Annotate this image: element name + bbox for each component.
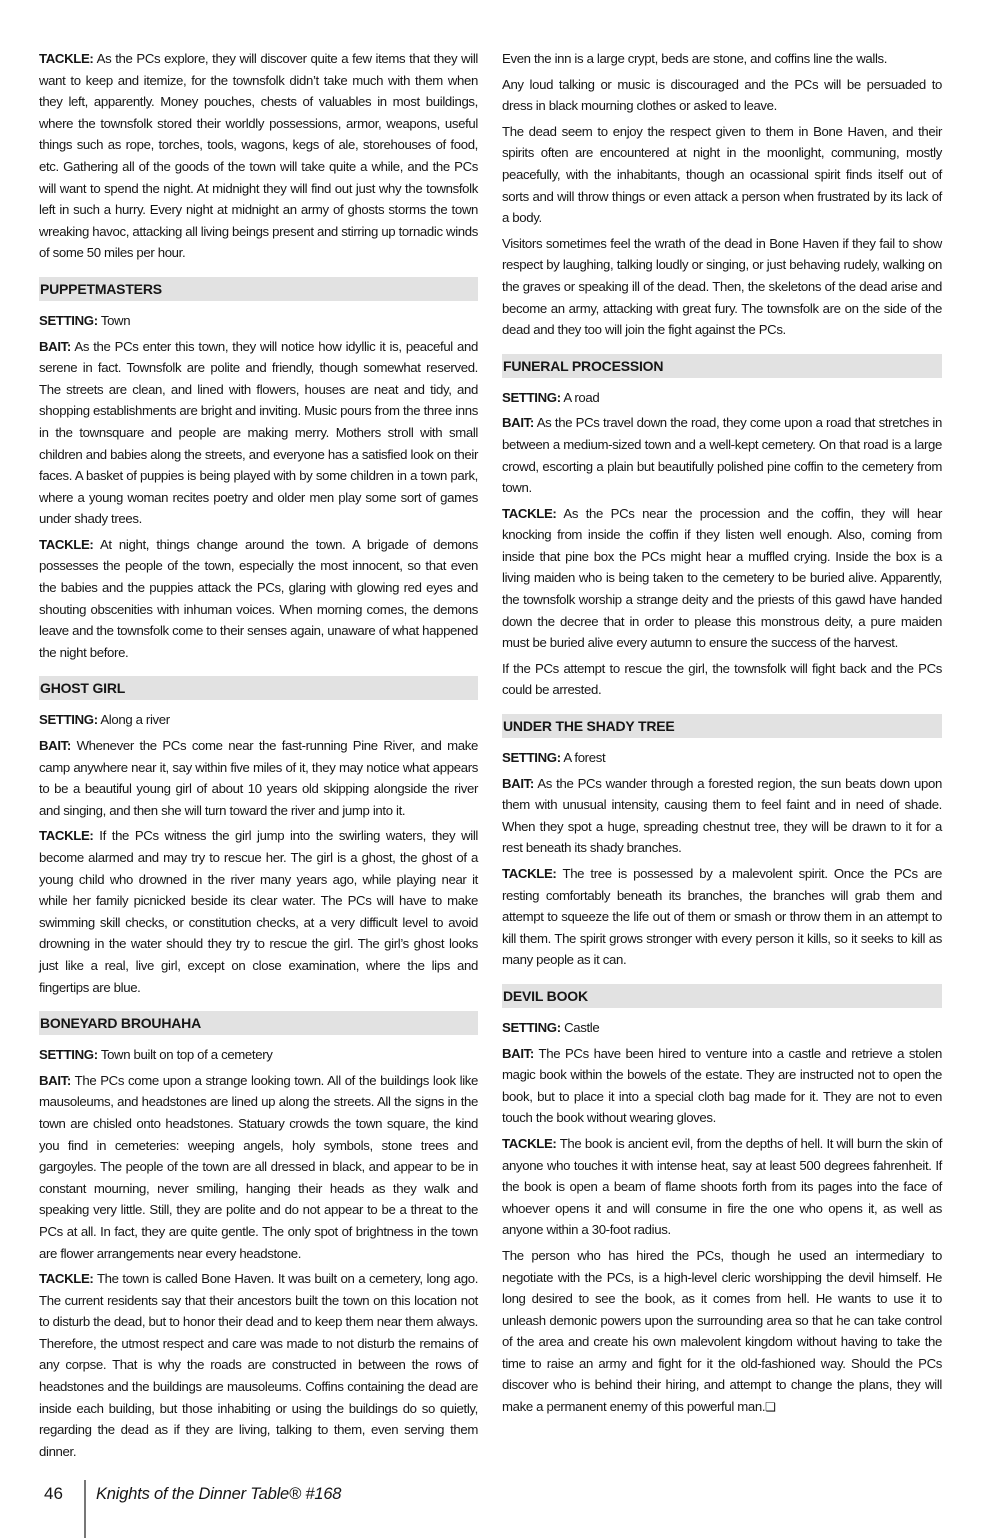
- footer-divider: [84, 1480, 86, 1538]
- right-column: [502, 48, 942, 1423]
- tackle: TACKLE: The book is ancient evil, from the depths of hell. It will burn the skin of anyone who touches it with intense heat, say at least 500 degrees fahrenheit. If the book is open a beam of flame shoots forth from its pages into the face of whoever opens it and will consume in fire the one who opens it, as well as anyone within a 30-foot radius.: [502, 1135, 943, 1238]
- tackle: TACKLE: As the PCs near the procession and the coffin, they will hear knocking from inside the coffin if they listen well enough. Also, coming from inside that pine box the PCs might hear a muffled crying. Inside the box is a living maiden who is being taken to the cemetery to be buried alive. Apparently, the townsfolk worship a strange deity and the priests of this gawd have handed down the decree that in order to please this monstrous deity, a pure maiden must be buried alive every autumn to ensure the success of the harvest.: [502, 505, 942, 651]
- boneyard-continued-paragraph: Visitors sometimes feel the wrath of the dead in Bone Haven if they fail to show respect by laughing, talking loudly or singing, or just behaving rudely, walking on the graves or speaking ill of the dead. Then, the skeletons of the dead arise and become an army, attacking with great fury. The townsfolk are on the side of the dead and they too will join the fight against the PCs.: [502, 235, 942, 338]
- bait: BAIT: Whenever the PCs come near the fast-running Pine River, and make camp anywhere near it, say within five miles of it, they may notice what appears to be a beautiful young girl of about 10 years old skipping alongside the river and singing, and then she will turn toward the river and jump into it.: [39, 738, 478, 818]
- section-heading-boneyard-brouhaha: BONEYARD BROUHAHA: [39, 1011, 478, 1035]
- section-heading-funeral-procession: FUNERAL PROCESSION: [502, 354, 942, 378]
- page-number: 46: [44, 1484, 63, 1503]
- tackle: TACKLE: If the PCs witness the girl jump into the swirling waters, they will become alarmed and may try to rescue her. The girl is a ghost, the ghost of a young child who drowned in the river many years ago, while playing near it while her family picnicked beside its clear water. The PCs will have to make swimming skill checks, or constitution checks, at a very difficult level to avoid drowning in the water should they try to rescue the girl. The girl’s ghost looks just like a real, live girl, except on close examination, where the lips and fingertips are blue.: [39, 828, 478, 995]
- paragraph: The person who has hired the PCs, though he used an intermediary to negotiate with the PCs, is a high-level cleric worshipping the devil himself. He long desired to see the book, as it comes from hell. He wants to use it to unleash demonic powers upon the surrounding area so that he can take control of the area and create his own malevolent kingdom without having to take the time to raise an army and fight for it the old-fashioned way. Should the PCs discover who is behind their hiring, and attempt to change the plans, they will make a permanent enemy of this powerful man.❏: [502, 1247, 942, 1415]
- bait: BAIT: As the PCs enter this town, they will notice how idyllic it is, peaceful and serene in fact. Townsfolk are polite and friendly, though somewhat reserved. The streets are clean, and lined with flowers, houses are neat and tidy, and shopping establishments are bright and inviting. Music pours from the three inns in the townsquare and people are making merry. Mothers stroll with small children and babies along the streets, and everyone has a satisfied look on their faces. A basket of puppies is being played with by some children in a town park, where a young woman recites poetry and older men play some sort of games under shady trees.: [39, 338, 478, 527]
- publication-title: Knights of the Dinner Table® #168: [96, 1485, 342, 1503]
- boneyard-continued-paragraph: The dead seem to enjoy the respect given to them in Bone Haven, and their spirits often are encountered at night in the moonlight, communing, mostly peacefully, with the inhabitants, though an ocassional spirit finds itself out of sorts and will throw things or even attack a person when frustrated by its lack of a body.: [502, 123, 942, 226]
- setting: SETTING: Along a river: [39, 712, 170, 728]
- page-footer: [0, 1480, 994, 1538]
- left-column: [39, 48, 478, 1466]
- tackle: TACKLE: The town is called Bone Haven. It was built on a cemetery, long ago. The current residents say that their ancestors built the town on this location not to disturb the dead, but to honor their dead and to keep them near them always. Therefore, the utmost respect and care was made to not disturb the remains of any corpse. That is why the roads are constructed in between the rows of headstones and the buildings are mausoleums. Coffins containing the dead are inside each building, but those inhabiting or using the buildings do so quietly, regarding the dead as if they are living, talking to them, even serving them dinner.: [39, 1271, 479, 1459]
- setting: SETTING: A road: [502, 389, 600, 405]
- setting: SETTING: A forest: [502, 750, 606, 766]
- setting: SETTING: Town: [39, 312, 131, 328]
- section-heading-ghost-girl: GHOST GIRL: [39, 676, 478, 700]
- tackle: TACKLE: The tree is possessed by a malevolent spirit. Once the PCs are resting comfortably beneath its branches, the branches will grab them and attempt to squeeze the life out of them or smash or throw them in an attempt to kill them. The spirit grows stronger with every person it kills, so it seeks to kill as many people as it can.: [502, 866, 942, 968]
- bait: BAIT: As the PCs travel down the road, they come upon a road that stretches in between a medium-sized town and a well-kept cemetery. On that road is a large crowd, escorting a plain but beautifully polished pine coffin to the cemetery from town.: [502, 415, 942, 496]
- setting: SETTING: Town built on top of a cemetery: [39, 1047, 273, 1063]
- bait: BAIT: The PCs come upon a strange looking town. All of the buildings look like mausoleums, and headstones are lined up along the streets. All the signs in the town are chisled onto headstones. Statuary crowds the town square, the kind you find in cemeteries: weeping angels, holy symbols, stone trees and gargoyles. The people of the town are all dressed in black, and appear to be in constant mourning, never smiling, hanging their heads as they walk and speaking very little. Still, they are polite and do not appear to be a threat to the PCs at all. In fact, they are quite gentle. The only spot of brightness in the town are flower arrangements near every headstone.: [39, 1072, 479, 1261]
- bait: BAIT: The PCs have been hired to venture into a castle and retrieve a stolen magic book within the bowels of the estate. They are instructed not to open the book, but to place it into a special cloth bag made for it. They are not to even touch the book without wearing gloves.: [502, 1045, 943, 1126]
- section-heading-puppetmasters: PUPPETMASTERS: [39, 277, 478, 301]
- bait: BAIT: As the PCs wander through a forested region, the sun beats down upon them with unusual intensity, causing them to feel faint and in need of shade. When they spot a huge, spreading chestnut tree, they will be drawn to it for a rest beneath its shady branches.: [502, 775, 942, 856]
- tackle-continued: TACKLE: As the PCs explore, they will discover quite a few items that they will want to keep and itemize, for the townsfolk didn’t take much with them when they left, apparently. Money pouches, chests of valuables in most buildings, where the townsfolk stored their worldly possessions, armor, weapons, useful things such as rope, torches, tools, wagons, kegs of ale, storehouses of food, etc. Gathering all of the goods of the town will take quite a while, and the PCs will want to spend the night. At midnight they will find out just why the townsfolk left in such a hurry. Every night at midnight an army of ghosts storms the town wreaking havoc, attacking all living beings present and stirring up tornadic winds of some 50 miles per hour.: [39, 51, 478, 261]
- end-mark-icon: ❏: [765, 1400, 776, 1415]
- setting: SETTING: Castle: [502, 1019, 600, 1035]
- section-heading-devil-book: DEVIL BOOK: [502, 984, 942, 1008]
- tackle: TACKLE: At night, things change around the town. A brigade of demons possesses the people of the town, especially the most innocent, so that even the babies and the puppies attack the PCs, glaring with glowing red eyes and shouting obscenities with inhuman voices. When morning comes, the demons leave and the townsfolk come to their senses again, unaware of what happened the night before.: [39, 536, 478, 660]
- boneyard-continued-paragraph: Even the inn is a large crypt, beds are stone, and coffins line the walls.: [502, 51, 888, 66]
- boneyard-continued-paragraph: Any loud talking or music is discouraged and the PCs will be persuaded to dress in black mourning clothes or asked to leave.: [502, 76, 942, 114]
- section-heading-under-the-shady-tree: UNDER THE SHADY TREE: [502, 714, 942, 738]
- paragraph: If the PCs attempt to rescue the girl, the townsfolk will fight back and the PCs could be arrested.: [502, 660, 942, 698]
